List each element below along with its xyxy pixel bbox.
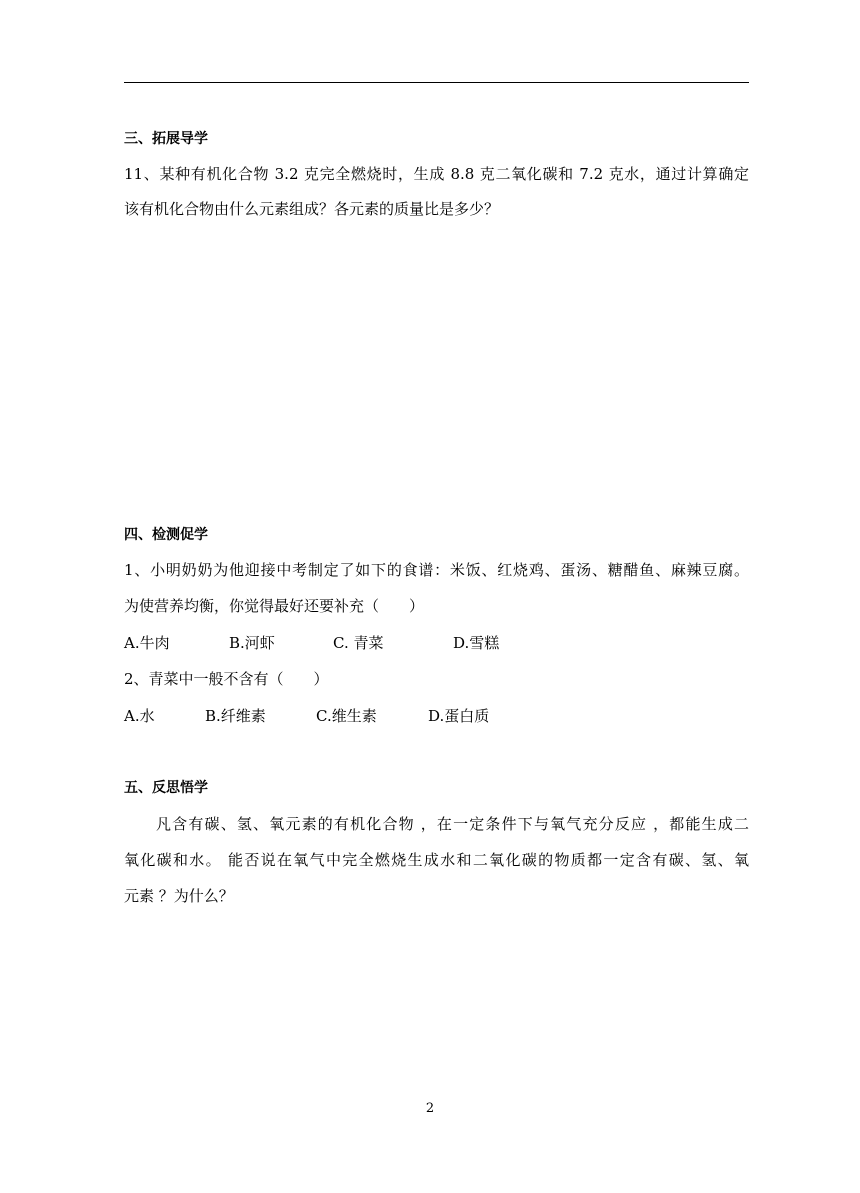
q1-option-c: C. 青菜 [333,634,384,652]
reflection-line-2: 氧化碳和水。 能否说在氧气中完全燃烧生成水和二氧化碳的物质都一定含有碳、氢、氧 [124,851,749,869]
header-rule [124,82,749,83]
question-1-line-1: 1、小明奶奶为他迎接中考制定了如下的食谱：米饭、红烧鸡、蛋汤、糖醋鱼、麻辣豆腐。 [124,561,749,579]
reflection-line-3: 元素 ？为什么？ [124,887,234,905]
q2-option-b: B.纤维素 [205,707,266,725]
q2-option-c: C.维生素 [316,707,377,725]
question-1-line-2: 为使营养均衡，你觉得最好还要补充（ ） [124,597,425,615]
q2-option-a: A.水 [124,707,155,725]
section-3-heading: 三、拓展导学 [124,131,208,147]
q1-option-a: A.牛肉 [124,634,170,652]
q1-option-b: B.河虾 [229,634,275,652]
q1-option-d: D.雪糕 [453,634,500,652]
section-5-heading: 五、反思悟学 [124,780,208,796]
question-2-line-1: 2、青菜中一般不含有（ ） [124,670,329,688]
page-number: 2 [425,1101,435,1116]
question-11-line-1: 11、某种有机化合物 3.2 克完全燃烧时，生成 8.8 克二氧化碳和 7.2 克水，通过计算确定 [124,165,749,183]
section-4-heading: 四、检测促学 [124,527,208,543]
reflection-line-1: 凡含有碳、氢、氧元素的有机化合物 ，在一定条件下与氧气充分反应 ，都能生成二 [156,815,749,833]
question-11-line-2: 该有机化合物由什么元素组成？各元素的质量比是多少？ [124,200,500,218]
q2-option-d: D.蛋白质 [428,707,490,725]
